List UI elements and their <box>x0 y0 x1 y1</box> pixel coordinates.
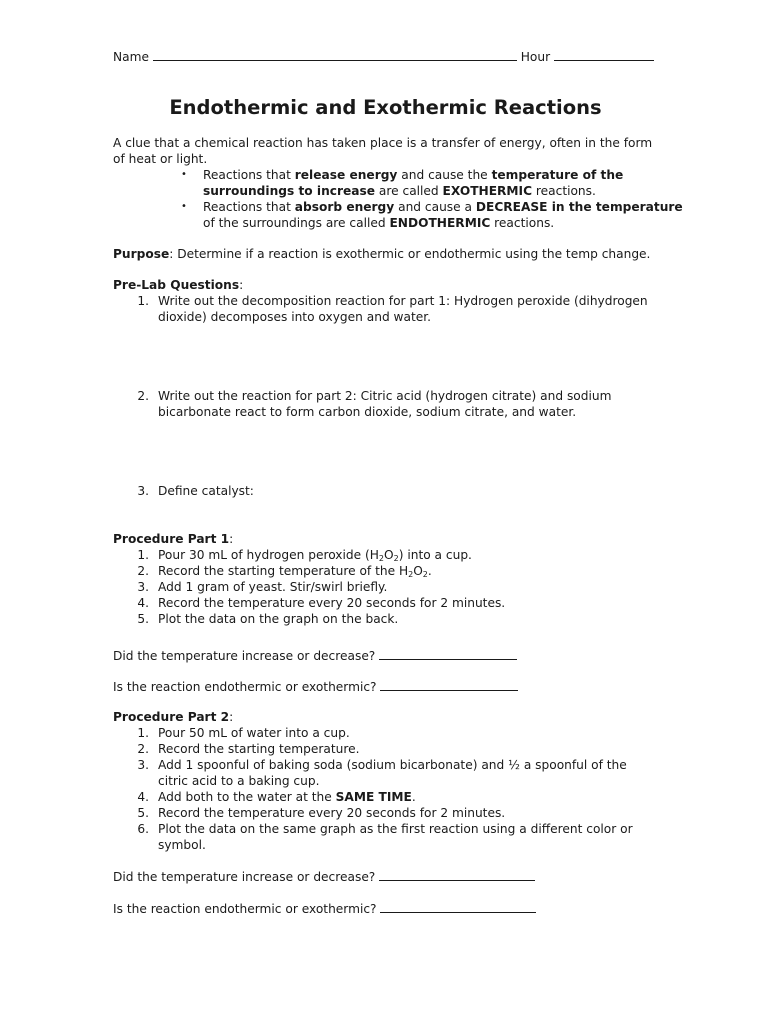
text: ) into a cup. <box>398 548 472 562</box>
purpose-label: Purpose <box>113 247 170 261</box>
part1-type-question <box>113 678 518 695</box>
prelab-q2-line-1: Write out the reaction for part 2: Citric acid (hydrogen citrate) and sodium <box>158 389 612 403</box>
text: reactions. <box>532 184 596 198</box>
text-bold: SAME TIME <box>335 790 412 804</box>
name-label: Name <box>113 50 149 64</box>
part2-step-6-line-1: Plot the data on the same graph as the first reaction using a different color or <box>158 822 633 836</box>
intro-line-1: A clue that a chemical reaction has taken place is a transfer of energy, often in the form <box>113 136 653 150</box>
text: are called <box>375 184 443 198</box>
answer-blank[interactable] <box>379 647 517 660</box>
answer-blank[interactable] <box>379 868 535 881</box>
part1-step-2 <box>158 563 432 579</box>
part2-step-1: Pour 50 mL of water into a cup. <box>158 726 350 740</box>
prelab-q3: Define catalyst: <box>158 484 254 498</box>
part2-step-3-line-2: citric acid to a baking cup. <box>158 774 320 788</box>
part1-step-5: Plot the data on the graph on the back. <box>158 612 399 626</box>
list-number: 3. <box>137 484 149 498</box>
part2-step-3-line-1: Add 1 spoonful of baking soda (sodium bicarbonate) and ½ a spoonful of the <box>158 758 627 772</box>
list-number: 6. <box>137 822 149 836</box>
endothermic-bullet-line-1 <box>203 199 683 215</box>
part1-step-1 <box>158 547 472 563</box>
list-number: 4. <box>137 596 149 610</box>
list-number: 2. <box>137 564 149 578</box>
exothermic-bullet-line-2 <box>203 183 596 199</box>
subscript: 2 <box>408 570 414 579</box>
part2-step-2: Record the starting temperature. <box>158 742 360 756</box>
text-bold: absorb energy <box>294 200 395 214</box>
text: Record the starting temperature of the H <box>158 564 409 578</box>
subscript: 2 <box>422 570 428 579</box>
subscript: 2 <box>378 554 385 563</box>
intro-line-2: of heat or light. <box>113 152 208 166</box>
part2-step-4 <box>158 789 416 805</box>
text: and cause the <box>397 168 492 182</box>
hour-label: Hour <box>520 50 551 64</box>
text: and cause a <box>394 200 476 214</box>
list-number: 2. <box>137 742 149 756</box>
list-number: 3. <box>137 580 149 594</box>
prelab-heading <box>113 277 243 293</box>
name-line <box>113 48 654 65</box>
list-number: 1. <box>137 726 149 740</box>
part2-type-question <box>113 900 536 917</box>
text: O <box>384 548 394 562</box>
text: O <box>413 564 423 578</box>
text: . <box>411 790 416 804</box>
text: Pour 30 mL of hydrogen peroxide (H <box>158 548 379 562</box>
part1-temp-question <box>113 647 517 664</box>
text: reactions. <box>490 216 555 230</box>
part1-step-4: Record the temperature every 20 seconds for 2 minutes. <box>158 596 506 610</box>
question-text: Is the reaction endothermic or exothermic? <box>113 680 377 694</box>
purpose-text: : Determine if a reaction is exothermic or endothermic using the temp change. <box>169 247 651 261</box>
list-number: 1. <box>137 294 149 308</box>
colon: : <box>229 710 234 724</box>
colon: : <box>229 532 234 546</box>
text-bold: ENDOTHERMIC <box>389 216 491 230</box>
name-blank[interactable] <box>153 48 517 61</box>
bullet-icon: • <box>181 201 187 212</box>
prelab-label: Pre-Lab Questions <box>113 278 240 292</box>
part1-step-3: Add 1 gram of yeast. Stir/swirl briefly. <box>158 580 388 594</box>
list-number: 1. <box>137 548 149 562</box>
prelab-q1-line-1: Write out the decomposition reaction for part 1: Hydrogen peroxide (dihydrogen <box>158 294 648 308</box>
text: Reactions that <box>203 168 295 182</box>
text-bold: release energy <box>294 168 398 182</box>
text: Add both to the water at the <box>158 790 336 804</box>
text: Reactions that <box>203 200 295 214</box>
list-number: 5. <box>137 806 149 820</box>
question-text: Did the temperature increase or decrease? <box>113 870 376 884</box>
bullet-icon: • <box>181 169 187 180</box>
exothermic-bullet-line-1 <box>203 167 623 183</box>
list-number: 4. <box>137 790 149 804</box>
text-bold: temperature of the <box>491 168 624 182</box>
text: . <box>427 564 432 578</box>
prelab-q1-line-2: dioxide) decomposes into oxygen and water. <box>158 310 432 324</box>
endothermic-bullet-line-2 <box>203 215 554 231</box>
answer-blank[interactable] <box>380 900 536 913</box>
colon: : <box>239 278 244 292</box>
part2-temp-question <box>113 868 535 885</box>
list-number: 3. <box>137 758 149 772</box>
procedure-part2-heading <box>113 709 233 725</box>
purpose-line <box>113 246 650 262</box>
question-text: Did the temperature increase or decrease? <box>113 649 376 663</box>
text-bold: EXOTHERMIC <box>442 184 533 198</box>
list-number: 5. <box>137 612 149 626</box>
part2-step-5: Record the temperature every 20 seconds for 2 minutes. <box>158 806 506 820</box>
procedure-part1-heading <box>113 531 233 547</box>
question-text: Is the reaction endothermic or exothermic? <box>113 902 377 916</box>
part2-step-6-line-2: symbol. <box>158 838 206 852</box>
text: of the surroundings are called <box>203 216 390 230</box>
text-bold: surroundings to increase <box>203 184 376 198</box>
answer-blank[interactable] <box>380 678 518 691</box>
part2-label: Procedure Part 2 <box>113 710 230 724</box>
text-bold: DECREASE in the temperature <box>475 200 683 214</box>
subscript: 2 <box>393 554 399 563</box>
page-title: Endothermic and Exothermic Reactions <box>169 96 602 119</box>
prelab-q2-line-2: bicarbonate react to form carbon dioxide, sodium citrate, and water. <box>158 405 577 419</box>
hour-blank[interactable] <box>554 48 654 61</box>
list-number: 2. <box>137 389 149 403</box>
part1-label: Procedure Part 1 <box>113 532 230 546</box>
